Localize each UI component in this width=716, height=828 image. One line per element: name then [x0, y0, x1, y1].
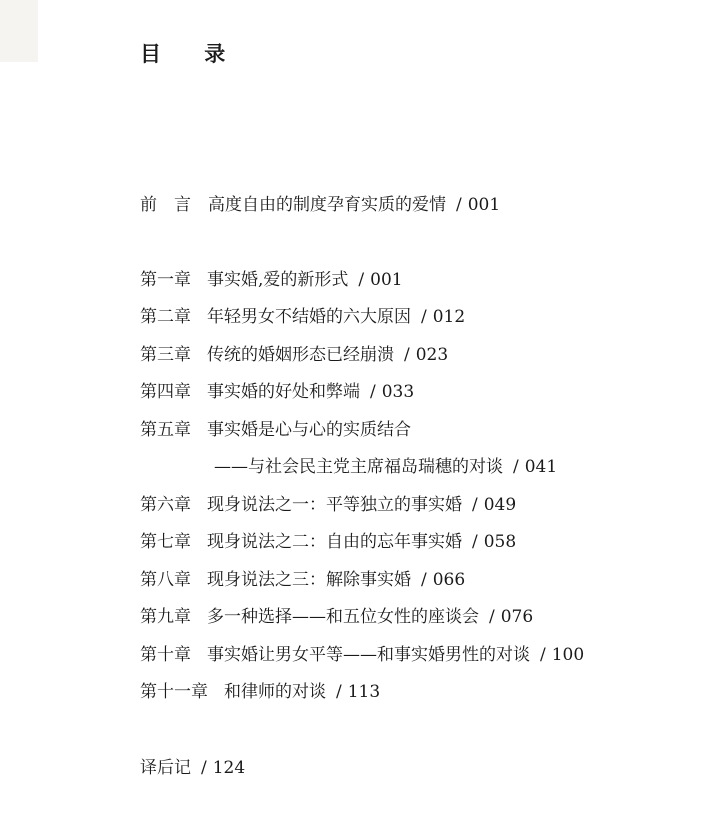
- toc-entry-chapter-6[interactable]: [140, 493, 516, 517]
- toc-separator: /: [513, 457, 519, 477]
- toc-entry-title: 多一种选择——和五位女性的座谈会: [207, 607, 479, 627]
- toc-page-number: 066: [432, 570, 466, 590]
- toc-label: 第十章: [140, 645, 191, 665]
- toc-page-number: 058: [483, 532, 517, 552]
- toc-entry-title: 事实婚,爱的新形式: [207, 270, 349, 290]
- toc-label: 第二章: [140, 307, 191, 327]
- toc-label: 第十一章: [140, 682, 208, 702]
- toc-page-number: 076: [500, 607, 534, 627]
- toc-separator: /: [472, 532, 478, 552]
- toc-page-number: 124: [212, 758, 246, 778]
- toc-entry-chapter-5[interactable]: [140, 418, 411, 442]
- toc-title: 目 录: [140, 41, 244, 66]
- toc-separator: /: [358, 270, 365, 290]
- toc-entry-title: 现身说法之三：解除事实婚: [207, 570, 411, 590]
- toc-label: 第六章: [140, 495, 191, 515]
- toc-page-number: 023: [415, 345, 449, 365]
- toc-entry-title: 事实婚的好处和弊端: [207, 382, 360, 402]
- scan-corner-shade: [0, 0, 38, 62]
- toc-entry-title: 高度自由的制度孕育实质的爱情: [208, 195, 446, 215]
- toc-entry-chapter-8[interactable]: [140, 568, 465, 592]
- toc-page-number: 049: [483, 495, 517, 515]
- toc-page-number: 033: [381, 382, 415, 402]
- toc-entry-preface[interactable]: [140, 193, 500, 217]
- toc-entry-chapter-11[interactable]: [140, 680, 380, 704]
- toc-entry-subtitle: ——与社会民主党主席福岛瑞穗的对谈: [214, 457, 503, 477]
- toc-entry-chapter-9[interactable]: [140, 605, 533, 629]
- toc-entry-chapter-5-subtitle[interactable]: [214, 455, 557, 479]
- toc-entry-chapter-1[interactable]: [140, 268, 403, 292]
- toc-separator: /: [540, 645, 546, 665]
- toc-entry-title: 现身说法之二：自由的忘年事实婚: [207, 532, 462, 552]
- toc-page-number: 012: [432, 307, 466, 327]
- toc-entry-chapter-2[interactable]: [140, 305, 465, 329]
- toc-entry-title: 年轻男女不结婚的六大原因: [207, 307, 411, 327]
- toc-label: 第一章: [140, 270, 191, 290]
- toc-separator: /: [489, 607, 495, 627]
- toc-separator: /: [421, 307, 427, 327]
- toc-separator: /: [336, 682, 342, 702]
- toc-label: 译后记: [140, 758, 191, 778]
- toc-separator: /: [201, 758, 207, 778]
- toc-entry-chapter-3[interactable]: [140, 343, 448, 367]
- toc-label: 第三章: [140, 345, 191, 365]
- toc-separator: /: [456, 195, 462, 215]
- toc-page-number: 041: [524, 457, 558, 477]
- toc-label: 第八章: [140, 570, 191, 590]
- toc-entry-afterword[interactable]: [140, 756, 245, 780]
- toc-label: 第七章: [140, 532, 191, 552]
- toc-entry-title: 和律师的对谈: [224, 682, 326, 702]
- toc-page-number: 100: [551, 645, 585, 665]
- toc-entry-chapter-4[interactable]: [140, 380, 414, 404]
- toc-entry-title: 现身说法之一：平等独立的事实婚: [207, 495, 462, 515]
- toc-separator: /: [421, 570, 427, 590]
- toc-separator: /: [370, 382, 376, 402]
- toc-label: 第四章: [140, 382, 191, 402]
- toc-page-number: 001: [370, 270, 403, 290]
- toc-entry-chapter-7[interactable]: [140, 530, 516, 554]
- toc-entry-chapter-10[interactable]: [140, 643, 584, 667]
- toc-page-number: 113: [347, 682, 381, 702]
- toc-entry-title: 传统的婚姻形态已经崩溃: [207, 345, 394, 365]
- toc-label: 第九章: [140, 607, 191, 627]
- toc-label: 第五章: [140, 420, 191, 440]
- toc-entry-title: 事实婚让男女平等——和事实婚男性的对谈: [207, 645, 530, 665]
- toc-page-number: 001: [467, 195, 501, 215]
- toc-separator: /: [472, 495, 478, 515]
- toc-label: 前言: [140, 195, 208, 215]
- toc-separator: /: [404, 345, 410, 365]
- toc-entry-title: 事实婚是心与心的实质结合: [207, 420, 411, 440]
